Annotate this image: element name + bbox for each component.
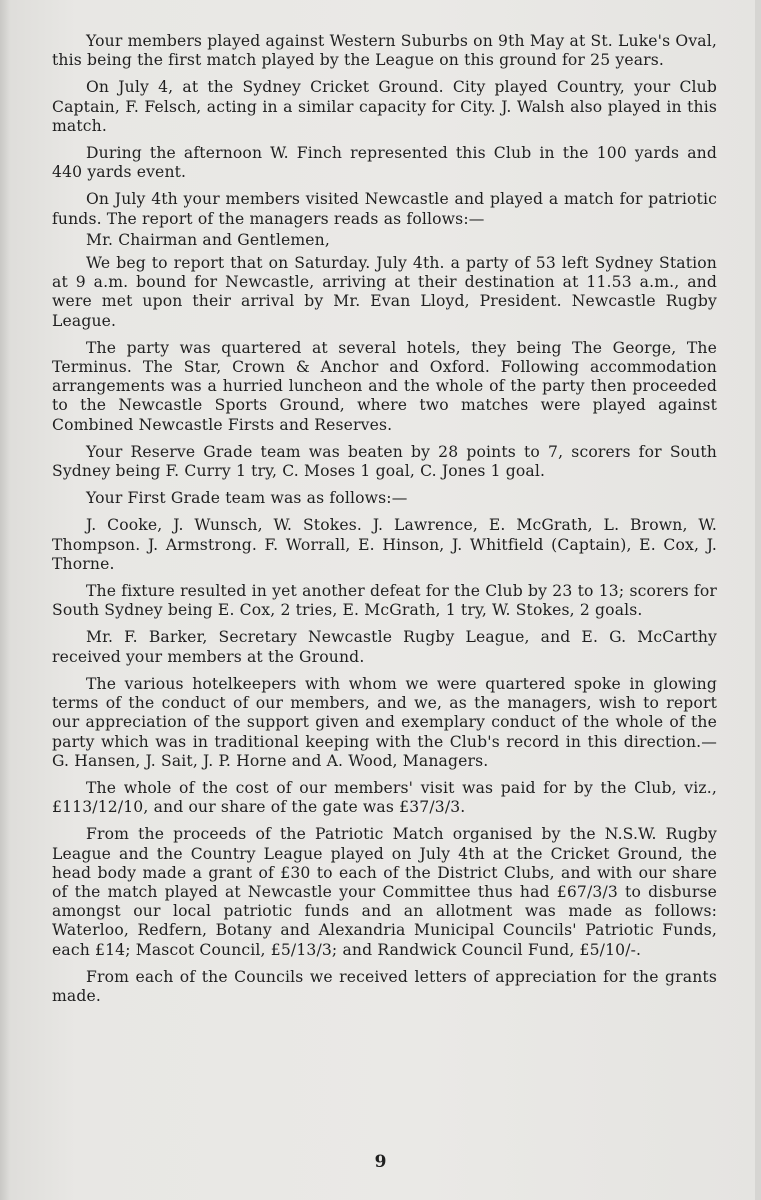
paragraph-city-country: On July 4, at the Sydney Cricket Ground. City played Country, your Club Captain, F. Felsch, acting in a similar capacity for City. J. Walsh also played in this match.	[52, 78, 717, 135]
paragraph-first-grade-heading: Your First Grade team was as follows:—	[86, 489, 408, 508]
body-text	[52, 32, 717, 1006]
paragraph-barker: Mr. F. Barker, Secretary Newcastle Rugby League, and E. G. McCarthy received your members at the Ground.	[52, 628, 717, 666]
paragraph-reserve-grade: Your Reserve Grade team was beaten by 28 points to 7, scorers for South Sydney being F. Curry 1 try, C. Moses 1 goal, C. Jones 1 goal.	[52, 442, 717, 481]
paragraph-cost: The whole of the cost of our members' visit was paid for by the Club, viz., £113/12/10, and our share of the gate was £37/3/3.	[52, 778, 717, 817]
paragraph-salutation: Mr. Chairman and Gentlemen,	[86, 230, 330, 249]
paragraph-report-arrival: We beg to report that on Saturday. July 4th. a party of 53 left Sydney Station at 9 a.m. bound for Newcastle, arriving at their destination at 11.53 a.m., and were met upon their arrival by Mr. Evan Lloyd, President. Newcastle Rugby League.	[52, 254, 717, 330]
paragraph-finch: During the afternoon W. Finch represented this Club in the 100 yards and 440 yards event.	[52, 144, 717, 182]
paragraph-appreciation: From each of the Councils we received letters of appreciation for the grants made.	[52, 967, 717, 1005]
paragraph-fixture-result: The fixture resulted in yet another defeat for the Club by 23 to 13; scorers for South Sydney being E. Cox, 2 tries, E. McGrath, 1 try, W. Stokes, 2 goals.	[52, 582, 717, 620]
paragraph-hotels: The party was quartered at several hotels, they being The George, The Terminus. The Star, Crown & Anchor and Oxford. Following accommodation arrangements was a hurried luncheon and the whole of the party then proceeded to the Newcastle Sports Ground, where two matches were played against Combined Newcastle Firsts and Reserves.	[52, 338, 717, 434]
paragraph-hotelkeepers: The various hotelkeepers with whom we were quartered spoke in glowing terms of the conduct of our members, and we, as the managers, wish to report our appreciation of the support given and exemplary conduct of the whole of the party which was in traditional keeping with the Club's record in this direction.—G. Hansen, J. Sait, J. P. Horne and A. Wood, Managers.	[52, 674, 717, 770]
paragraph-first-grade-team: J. Cooke, J. Wunsch, W. Stokes. J. Lawrence, E. McGrath, L. Brown, W. Thompson. J. Armstrong. F. Worrall, E. Hinson, J. Whitfield (Captain), E. Cox, J. Thorne.	[52, 516, 717, 573]
paragraph-newcastle-visit: On July 4th your members visited Newcastle and played a match for patriotic funds. The report of the managers reads as follows:—	[52, 190, 717, 228]
paragraph-western-suburbs: Your members played against Western Suburbs on 9th May at St. Luke's Oval, this being the first match played by the League on this ground for 25 years.	[52, 32, 717, 70]
paragraph-patriotic-grant: From the proceeds of the Patriotic Match organised by the N.S.W. Rugby League and the Country League played on July 4th at the Cricket Ground, the head body made a grant of £30 to each of the District Clubs, and with our share of the match played at Newcastle your Committee thus had £67/3/3 to disburse amongst our local patriotic funds and an allotment was made as follows: Waterloo, Redfern, Botany and Alexandria Municipal Councils' Patriotic Funds, each £14; Mascot Council, £5/13/3; and Randwick Council Fund, £5/10/-.	[52, 825, 717, 959]
page-number: 9	[374, 1152, 387, 1172]
